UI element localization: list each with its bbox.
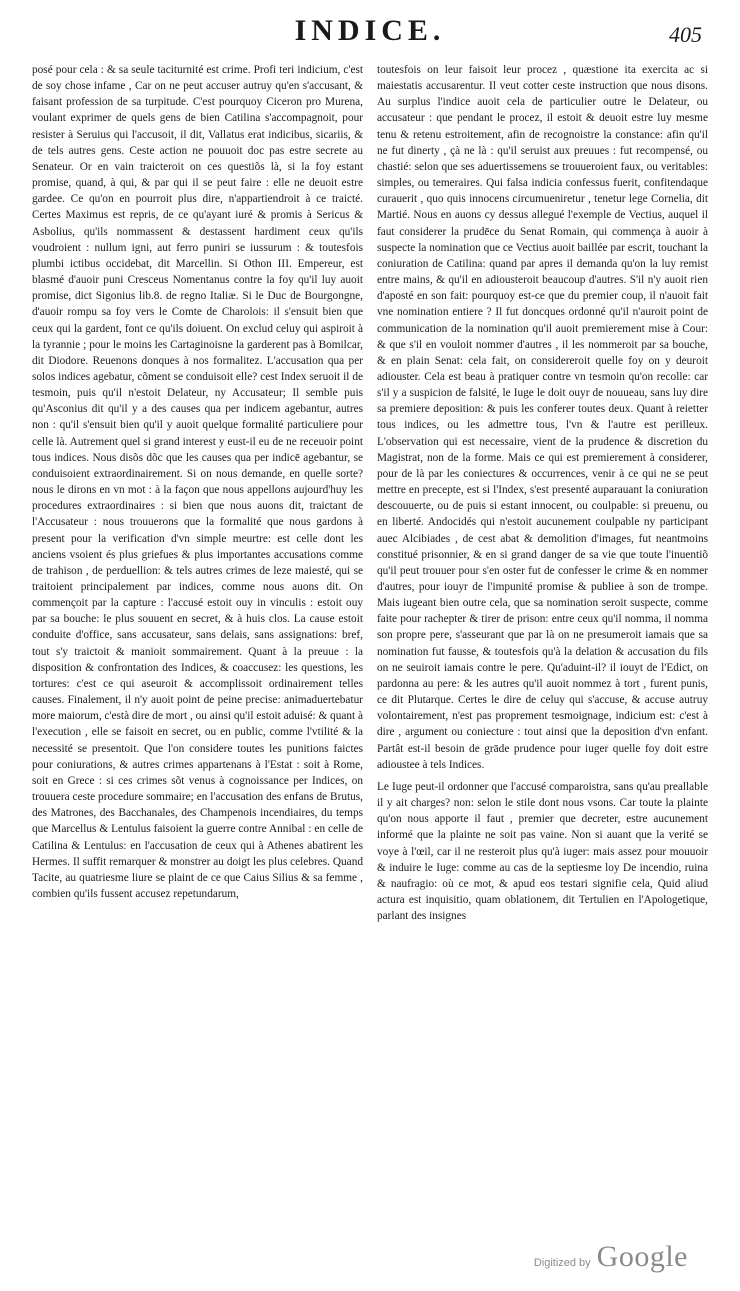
page-number: 405 — [669, 22, 702, 47]
left-column — [32, 62, 363, 1192]
paragraph: posé pour cela : & sa seule taciturnité est crime. Profi teri indicium, c'est de soy chose infame , Car on ne peut accuser autruy qu'en s'accusant, & faisant profession de sa turpitude. C'est pourquoy Ciceron pro Murena, voulant exprimer de quels gens de bien Catilina s'accompagnoit, pour resister à Seruius qui l'accusoit, il dit, Vallatus erat indicibus, sicariis, & de tels autres gens. Ceste action ne pouuoit doc pas estre secrete au Senateur. Or en vain traicteroit on ces questiõs là, si la foy estant promise, quand, à qui, & par qui il se peut faire : elle ne deuoit estre gardee. Ce qu'on en pourroit plus dire, n'appartiendroit à ce traicté. Certes Maximus est repris, de ce qu'ayant iuré & promis à Sericus & Asbolius, qu'ils nommassent & destassent hardiment ceux qu'ils voudroient : nullum igni, aut ferro puniri se iussurum : & toutesfois plumbi ictibus occidebat, dit Marcellin. Si Othon III. Empereur, est blasmé d'auoir puni Cresceus Nomentanus contre la foy qu'il luy auoit promise, dict Sigonius lib.8. de regno Italiæ. Si le Duc de Bourgongne, d'auoir rompu sa foy vers le Comte de Charolois: il s'ensuit bien que ceux qui la gardent, font ce qu'ils doiuent. On exclud celuy qui aspiroit à la tyrannie ; pour le moins les Cartaginoisne la garderent pas à Bomilcar, dit Diodore. Reuenons donques à nos formalitez. L'accusation qua per solos indices agebatur, cõment se conduisoit elle? cest Index seruoit il de tesmoin, puis qu'il n'estoit Delateur, ny Accusateur; Il semble puis qu'Asconius dit qu'il y a des causes qua per indicem agebantur, autres non : qu'il s'ensuit bien qu'il y auoit quelque formalité particuliere pour celle là. Autrement quel si grand interest y eust-il eu de ne receuoir point tous indices. Nous disõs dõc que les causes qua per indicē agebantur, se conduisoient extraordinairement. Si on nous demande, en quelle sorte? nous le dirons en vn mot : à la façon que nous appellons aujourd'huy les procedures extraordinaires : si bien que nous auons dit, traictant de l'Accusateur : nous trouuerons que la formalité que nous gardons à present pour la verification d'vn simple meurtre: est celle dont les anciens vsoient és plus griefues & plus importantes accusations comme de trahison , de perduellion: & tels autres crimes de leze maiesté, qui se traitoient principalement par indices, comme nous auons dit. On commençoit par la capture : l'accusé estoit ouy in vinculis : estoit ouy par sa bouche: le plus souuent en secret, & à huis clos. La cause estoit conduite d'office, sans accusateur, sans delais, sans assignations: bref, tout s'y traictoit & manioit sommairement. Quant à la preuue : la disposition & confrontation des Indices, & coaccusez: les questions, les tortures: c'est ce qui aseuroit & accomplissoit ordinairement telles causes. Finalement, il n'y auoit point de peine precise: animaduertebatur more maiorum, c'està dire de mort , ou ainsi qu'il estoit aduisé: & quant à l'execution , elle se faisoit en secret, ou en public, comme l'vtilité & la necessité se presentoit. Que l'on considere toutes les punitions faictes pour coniurations, & autres crimes appartenans à l'Estat : soit à Rome, soit en Grece : si ces crimes sõt venus à cognoissance per Indices, on trouuera ceste procedure sommaire; en l'accusation des enfans de Brutus, des Matrones, des Bacchanales, des Champenois incendiaires, du temps que Marcellus & Lentulus faisoient la guerre contre Annibal : en celle de Catilina & Lentulus: en l'accusation de ceux qui à Athenes abatirent les Hermes. Il suffit remarquer & monstrer au doigt les plus celebres. Quand Tacite, au quatriesme liure se plaint de ce que Caius Silius & sa femme , combien qu'ils fussent accusez repetundarum, — [32, 64, 363, 900]
paragraph: toutesfois on leur faisoit leur procez , quæstione ita exercita ac si maiestatis accusarentur. Il veut cotter ceste instruction que nous disons. Au surplus l'indice auoit cela de particulier outre le Delateur, ou accusateur : que pendant le procez, il estoit & deuoit estre luy mesme tenu & retenu estroitement, afin de recognoistre la constance: afin qu'il ne fut dinerty , çà ne là : qu'il seruist aux preuues : fut recompensé, ou chastié: selon que ses aduertissemens se trouueroient faux, ou veritables: simples, ou temeraires. Qui falsa indicia confessus fuerit, confitendaque curauerit , quo quis innocens circumueniretur , tenetur lege Cornelia, dit Martié. Nous en auons cy dessus allegué l'exemple de Vectius, auquel il faut considerer la prudēce du Senat Romain, qui commença à auoir à suspecte la nomination que ce Vectius auoit baillée par escrit, touchant la coniuration de Catilina: quand par apres il demanda qu'on la luy remist entre mains, & qu'il en adiousteroit beaucoup d'autres. S'il n'y auoit rien d'aposté en son fait: pourquoy est-ce que du premier coup, il n'auoit fait vne nomination entiere ? Il fut doncques ordonné qu'il n'auroit point de communication de la nomination qu'il auoit premierement mise à Cour: & que s'il en vouloit nommer d'autres , il les nommeroit par sa bouche, & en plain Senat: cela fait, on considereroit quelle foy on y deuroit adiouster. Cela est beau à pratiquer contre vn tesmoin qu'on recolle: car s'il y a suspicion de falsité, le Iuge le doit ouyr de nouueau, sans luy dire sa premiere deposition: & puis les conferer toutes deux. Quant à reietter tous indices, ou les admettre tous, l'vn & l'autre est perilleux. L'observation qui est necessaire, vient de la prudence & discretion du Magistrat, non de la forme. Mais ce qui est premierement à considerer, pour de là par les coniectures & occurrences, venir à ce qui ne se peut mettre en precepte, est si l'Index, s'est presenté auparauant la coniuration descouuerte, ou de puis si estant innocent, ou coulpable: si preuenu, ou en liberté. Andocidés qui n'estoit aucunement coulpable ny participant auec Alcibiades , de cest abat & demolition d'images, fut neantmoins constitué prisonnier, & en si grand danger de sa vie que toute l'inuentiõ qu'il peut trouuer pour s'en oster fut de confesser le crime & en nommer d'autres, pour iouyr de l'impunité promise & publiee à son de trompe. Mais iugeant bien outre cela, que sa nomination seroit suspecte, comme faite pour rachepter & tirer de prison: entre ceux qu'il nomma, il nomma son propre pere, s'asseurant que par là on ne presumeroit iamais que sa nomination fut fausse, & toutesfois qu'à la delation & accusation du fils on ne seuiroit iamais contre le pere. Qu'aduint-il? il iouyt de l'Edict, on pardonna au pere: & les autres qu'il auoit nommez à tort , furent punis, ce dit Plutarque. Certes le dire de celuy qui s'accuse, & accuse autruy volontairement, n'est pas proprement tesmoignage, indicium est: c'est à dire , argument ou coniecture : tout ainsi que la deposition d'vn enfant. Partât est-il besoin de grāde prudence pour iuger quelle foy doit estre adioustee à tels Indices. — [377, 64, 708, 771]
right-column — [377, 62, 708, 1192]
page-header — [0, 12, 740, 56]
google-logo: Google — [596, 1240, 688, 1273]
text-columns — [32, 62, 708, 1192]
digitized-by-label: Digitized by — [533, 1257, 591, 1269]
paragraph: Le Iuge peut-il ordonner que l'accusé comparoistra, sans qu'au preallable il y ait charges? non: selon le stile dont nous vsons. Car toute la plainte qu'on nous apporte il faut , premier que decreter, estre aucunement informé que la plainte ne soit pas vaine. Non si auant que la verité se voye à l'œil, car il ne resteroit plus qu'à iuger: mais assez pour mouuoir & induire le Iuge: comme au cas de la septiesme loy De incendio, ruina & naufragio: où ce mot, & apud eos testari signifie cela, Quid aliud actura est inquisitio, quam oblationem, dit Tertulien en l'Apologetique, parlant des insignes — [377, 780, 708, 923]
running-title: INDICE. — [294, 14, 446, 47]
digitized-watermark — [534, 1240, 688, 1274]
